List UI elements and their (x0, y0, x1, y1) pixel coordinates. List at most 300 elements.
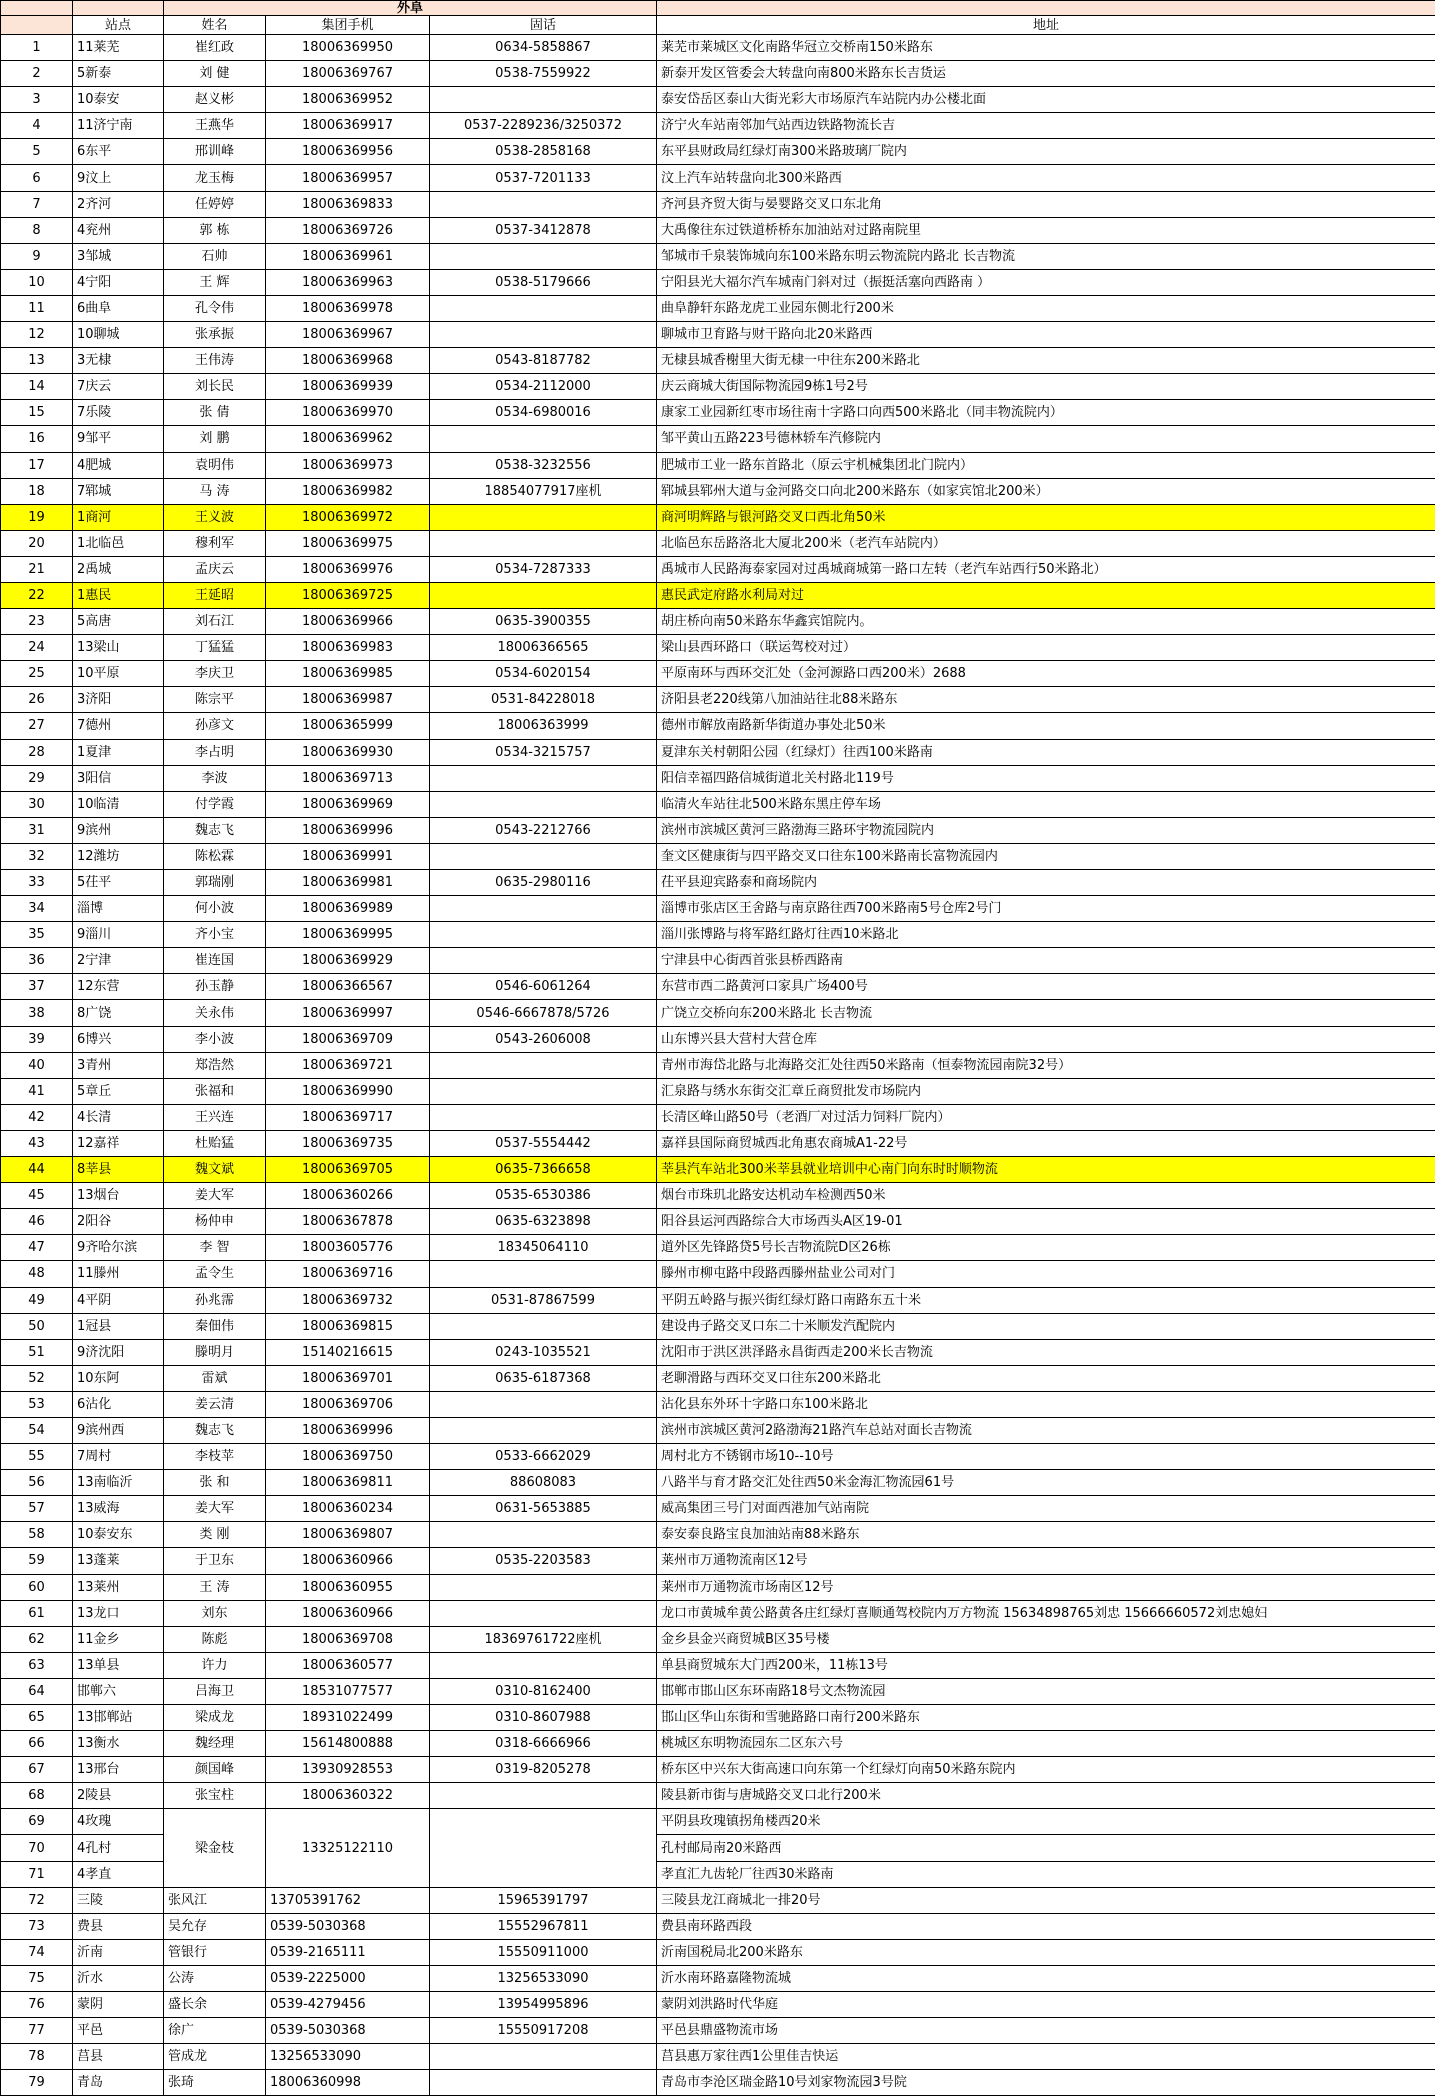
name-cell[interactable]: 张琦 (164, 2070, 266, 2096)
row-number[interactable]: 2 (1, 61, 73, 87)
station-cell[interactable]: 11济宁南 (73, 113, 164, 139)
station-cell[interactable]: 7郓城 (73, 478, 164, 504)
station-cell[interactable]: 13龙口 (73, 1600, 164, 1626)
address-cell[interactable]: 莒县惠万家往西1公里佳吉快运 (657, 2044, 1435, 2070)
station-cell[interactable]: 3无棣 (73, 348, 164, 374)
address-cell[interactable]: 道外区先锋路贷5号长吉物流院D区26栋 (657, 1235, 1435, 1261)
row-number[interactable]: 27 (1, 713, 73, 739)
name-cell[interactable]: 李庆卫 (164, 661, 266, 687)
name-cell[interactable]: 付学霞 (164, 791, 266, 817)
mobile-cell[interactable]: 18006369705 (266, 1157, 430, 1183)
row-number[interactable]: 28 (1, 739, 73, 765)
name-cell[interactable]: 陈彪 (164, 1626, 266, 1652)
phone-cell[interactable]: 0635-6187368 (430, 1365, 657, 1391)
name-cell[interactable]: 任婷婷 (164, 191, 266, 217)
station-cell[interactable]: 13单县 (73, 1652, 164, 1678)
station-cell[interactable]: 13衡水 (73, 1731, 164, 1757)
row-number[interactable]: 56 (1, 1470, 73, 1496)
address-cell[interactable]: 邹平黄山五路223号德林轿车汽修院内 (657, 426, 1435, 452)
station-cell[interactable]: 6博兴 (73, 1026, 164, 1052)
address-cell[interactable]: 滨州市滨城区黄河2路渤海21路汽车总站对面长吉物流 (657, 1417, 1435, 1443)
row-number[interactable]: 35 (1, 922, 73, 948)
row-number[interactable]: 79 (1, 2070, 73, 2096)
station-cell[interactable]: 沂南 (73, 1939, 164, 1965)
mobile-cell[interactable]: 18006369968 (266, 348, 430, 374)
address-cell[interactable]: 三陵县龙江商城北一排20号 (657, 1887, 1435, 1913)
phone-cell[interactable] (430, 1417, 657, 1443)
mobile-cell[interactable]: 18003605776 (266, 1235, 430, 1261)
phone-cell[interactable] (430, 1809, 657, 1887)
row-number[interactable]: 68 (1, 1783, 73, 1809)
address-cell[interactable]: 大禹像往东过铁道桥桥东加油站对过路南院里 (657, 217, 1435, 243)
mobile-cell[interactable]: 18006360577 (266, 1652, 430, 1678)
mobile-cell[interactable]: 18006369725 (266, 582, 430, 608)
name-cell[interactable]: 姜大军 (164, 1496, 266, 1522)
address-cell[interactable]: 邯山区华山东街和雪驰路路口南行200米路东 (657, 1705, 1435, 1731)
address-cell[interactable]: 肥城市工业一路东首路北（原云宇机械集团北门院内） (657, 452, 1435, 478)
mobile-cell[interactable]: 18006369991 (266, 843, 430, 869)
phone-cell[interactable]: 88608083 (430, 1470, 657, 1496)
station-cell[interactable]: 2齐河 (73, 191, 164, 217)
station-cell[interactable]: 4兖州 (73, 217, 164, 243)
station-cell[interactable]: 10泰安东 (73, 1522, 164, 1548)
address-cell[interactable]: 淄博市张店区王舍路与南京路往西700米路南5号仓库2号门 (657, 896, 1435, 922)
phone-cell[interactable]: 0534-7287333 (430, 556, 657, 582)
station-cell[interactable]: 13蓬莱 (73, 1548, 164, 1574)
phone-cell[interactable]: 0318-6666966 (430, 1731, 657, 1757)
name-cell[interactable]: 滕明月 (164, 1339, 266, 1365)
name-cell[interactable]: 陈松霖 (164, 843, 266, 869)
station-cell[interactable]: 4孔村 (73, 1835, 164, 1861)
mobile-cell[interactable]: 18006367878 (266, 1209, 430, 1235)
mobile-cell[interactable]: 18006369767 (266, 61, 430, 87)
name-cell[interactable]: 管银行 (164, 1939, 266, 1965)
address-cell[interactable]: 蒙阴刘洪路时代华庭 (657, 1992, 1435, 2018)
phone-cell[interactable] (430, 922, 657, 948)
mobile-cell[interactable]: 18006360266 (266, 1183, 430, 1209)
station-cell[interactable]: 10东阿 (73, 1365, 164, 1391)
station-cell[interactable]: 12东营 (73, 974, 164, 1000)
mobile-cell[interactable]: 18006369985 (266, 661, 430, 687)
name-cell[interactable]: 盛长余 (164, 1992, 266, 2018)
row-number[interactable]: 37 (1, 974, 73, 1000)
address-cell[interactable]: 泰安泰良路宝良加油站南88米路东 (657, 1522, 1435, 1548)
row-number[interactable]: 29 (1, 765, 73, 791)
mobile-cell[interactable]: 13256533090 (266, 2044, 430, 2070)
row-number[interactable]: 49 (1, 1287, 73, 1313)
row-number[interactable]: 43 (1, 1130, 73, 1156)
phone-cell[interactable] (430, 948, 657, 974)
phone-cell[interactable] (430, 896, 657, 922)
mobile-cell[interactable]: 18006369726 (266, 217, 430, 243)
mobile-cell[interactable]: 13930928553 (266, 1757, 430, 1783)
row-number[interactable]: 52 (1, 1365, 73, 1391)
phone-cell[interactable]: 0538-3232556 (430, 452, 657, 478)
name-cell[interactable]: 李枝苹 (164, 1444, 266, 1470)
address-cell[interactable]: 滕州市柳屯路中段路西滕州盐业公司对门 (657, 1261, 1435, 1287)
phone-cell[interactable]: 0537-7201133 (430, 165, 657, 191)
phone-cell[interactable]: 0631-5653885 (430, 1496, 657, 1522)
row-number[interactable]: 40 (1, 1052, 73, 1078)
station-cell[interactable]: 7乐陵 (73, 400, 164, 426)
address-cell[interactable]: 无棣县城香榭里大街无棣一中往东200米路北 (657, 348, 1435, 374)
address-cell[interactable]: 茌平县迎宾路泰和商场院内 (657, 870, 1435, 896)
station-cell[interactable]: 8莘县 (73, 1157, 164, 1183)
phone-cell[interactable]: 0310-8607988 (430, 1705, 657, 1731)
mobile-cell[interactable]: 18006369973 (266, 452, 430, 478)
name-cell[interactable]: 李小波 (164, 1026, 266, 1052)
mobile-cell[interactable]: 18006369930 (266, 739, 430, 765)
address-cell[interactable]: 平原南环与西环交汇处（金河源路口西200米）2688 (657, 661, 1435, 687)
station-cell[interactable]: 11滕州 (73, 1261, 164, 1287)
phone-cell[interactable] (430, 530, 657, 556)
mobile-cell[interactable]: 18006369975 (266, 530, 430, 556)
row-number[interactable]: 14 (1, 374, 73, 400)
address-cell[interactable]: 平邑县鼎盛物流市场 (657, 2018, 1435, 2044)
name-cell[interactable]: 丁猛猛 (164, 635, 266, 661)
mobile-cell[interactable]: 18006365999 (266, 713, 430, 739)
phone-cell[interactable] (430, 1261, 657, 1287)
phone-cell[interactable]: 13256533090 (430, 1965, 657, 1991)
name-cell[interactable]: 刘 健 (164, 61, 266, 87)
address-cell[interactable]: 邯郸市邯山区东环南路18号文杰物流园 (657, 1678, 1435, 1704)
row-number[interactable]: 21 (1, 556, 73, 582)
station-cell[interactable]: 4孝直 (73, 1861, 164, 1887)
mobile-cell[interactable]: 18006369708 (266, 1626, 430, 1652)
address-cell[interactable]: 烟台市珠玑北路安达机动车检测西50米 (657, 1183, 1435, 1209)
row-number[interactable]: 59 (1, 1548, 73, 1574)
station-cell[interactable]: 三陵 (73, 1887, 164, 1913)
name-cell[interactable]: 雷斌 (164, 1365, 266, 1391)
station-cell[interactable]: 9齐哈尔滨 (73, 1235, 164, 1261)
phone-cell[interactable]: 0635-2980116 (430, 870, 657, 896)
phone-cell[interactable]: 0535-2203583 (430, 1548, 657, 1574)
phone-cell[interactable]: 0537-3412878 (430, 217, 657, 243)
row-number[interactable]: 39 (1, 1026, 73, 1052)
station-cell[interactable]: 淄博 (73, 896, 164, 922)
row-number[interactable]: 25 (1, 661, 73, 687)
mobile-cell[interactable]: 18006369811 (266, 1470, 430, 1496)
station-cell[interactable]: 11金乡 (73, 1626, 164, 1652)
row-number[interactable]: 41 (1, 1078, 73, 1104)
station-cell[interactable]: 2宁津 (73, 948, 164, 974)
mobile-cell[interactable]: 18006369716 (266, 1261, 430, 1287)
station-cell[interactable]: 5章丘 (73, 1078, 164, 1104)
row-number[interactable]: 73 (1, 1913, 73, 1939)
name-cell[interactable]: 姜大军 (164, 1183, 266, 1209)
address-cell[interactable]: 龙口市黄城牟黄公路黄各庄红绿灯喜顺通驾校院内万方物流 15634898765刘忠 15666660572刘忠媳妇 (657, 1600, 1435, 1626)
address-cell[interactable]: 惠民武定府路水利局对过 (657, 582, 1435, 608)
mobile-cell[interactable]: 18006369989 (266, 896, 430, 922)
address-cell[interactable]: 陵县新市街与唐城路交叉口北行200米 (657, 1783, 1435, 1809)
phone-cell[interactable]: 0533-6662029 (430, 1444, 657, 1470)
row-number[interactable]: 58 (1, 1522, 73, 1548)
row-number[interactable]: 74 (1, 1939, 73, 1965)
row-number[interactable]: 51 (1, 1339, 73, 1365)
phone-cell[interactable] (430, 1078, 657, 1104)
phone-cell[interactable] (430, 1600, 657, 1626)
address-cell[interactable]: 宁阳县光大福尔汽车城南门斜对过（振挺活塞向西路南 ） (657, 269, 1435, 295)
station-cell[interactable]: 13邯郸站 (73, 1705, 164, 1731)
row-number[interactable]: 1 (1, 35, 73, 61)
name-cell[interactable]: 张宝柱 (164, 1783, 266, 1809)
mobile-cell[interactable]: 18006369982 (266, 478, 430, 504)
mobile-cell[interactable]: 18006369996 (266, 1417, 430, 1443)
mobile-cell[interactable]: 18006369701 (266, 1365, 430, 1391)
phone-cell[interactable]: 0534-2112000 (430, 374, 657, 400)
phone-cell[interactable]: 0310-8162400 (430, 1678, 657, 1704)
mobile-cell[interactable]: 18006369815 (266, 1313, 430, 1339)
phone-cell[interactable]: 0535-6530386 (430, 1183, 657, 1209)
station-cell[interactable]: 9汶上 (73, 165, 164, 191)
mobile-cell[interactable]: 18006369976 (266, 556, 430, 582)
name-cell[interactable]: 姜云清 (164, 1391, 266, 1417)
name-cell[interactable]: 魏经理 (164, 1731, 266, 1757)
station-cell[interactable]: 1夏津 (73, 739, 164, 765)
name-cell[interactable]: 张风江 (164, 1887, 266, 1913)
phone-cell[interactable]: 18369761722座机 (430, 1626, 657, 1652)
name-cell[interactable]: 崔红政 (164, 35, 266, 61)
row-number[interactable]: 64 (1, 1678, 73, 1704)
row-number[interactable]: 34 (1, 896, 73, 922)
row-number[interactable]: 3 (1, 87, 73, 113)
row-number[interactable]: 26 (1, 687, 73, 713)
address-cell[interactable]: 郓城县郓州大道与金河路交口向北200米路东（如家宾馆北200米） (657, 478, 1435, 504)
name-cell[interactable]: 颜国峰 (164, 1757, 266, 1783)
station-cell[interactable]: 10临清 (73, 791, 164, 817)
address-cell[interactable]: 邹城市千泉装饰城向东100米路东明云物流院内路北 长吉物流 (657, 243, 1435, 269)
phone-cell[interactable]: 0543-2606008 (430, 1026, 657, 1052)
row-number[interactable]: 48 (1, 1261, 73, 1287)
row-number[interactable]: 4 (1, 113, 73, 139)
name-cell[interactable]: 穆利军 (164, 530, 266, 556)
address-cell[interactable]: 莱芜市莱城区文化南路华冠立交桥南150米路东 (657, 35, 1435, 61)
station-cell[interactable]: 1冠县 (73, 1313, 164, 1339)
row-number[interactable]: 13 (1, 348, 73, 374)
name-cell[interactable]: 郭瑞刚 (164, 870, 266, 896)
name-cell[interactable]: 秦佃伟 (164, 1313, 266, 1339)
address-cell[interactable]: 汶上汽车站转盘向北300米路西 (657, 165, 1435, 191)
mobile-cell[interactable]: 18006369956 (266, 139, 430, 165)
station-cell[interactable]: 2禹城 (73, 556, 164, 582)
station-cell[interactable]: 13威海 (73, 1496, 164, 1522)
address-cell[interactable]: 济宁火车站南邻加气站西边铁路物流长吉 (657, 113, 1435, 139)
row-number[interactable]: 50 (1, 1313, 73, 1339)
station-cell[interactable]: 10聊城 (73, 322, 164, 348)
address-cell[interactable]: 金乡县金兴商贸城B区35号楼 (657, 1626, 1435, 1652)
row-number[interactable]: 10 (1, 269, 73, 295)
name-cell[interactable]: 郭 栋 (164, 217, 266, 243)
mobile-cell[interactable]: 0539-5030368 (266, 1913, 430, 1939)
phone-cell[interactable]: 0531-84228018 (430, 687, 657, 713)
phone-cell[interactable]: 15965391797 (430, 1887, 657, 1913)
address-cell[interactable]: 东营市西二路黄河口家具广场400号 (657, 974, 1435, 1000)
address-cell[interactable]: 青州市海岱北路与北海路交汇处往西50米路南（恒泰物流园南院32号） (657, 1052, 1435, 1078)
row-number[interactable]: 60 (1, 1574, 73, 1600)
phone-cell[interactable] (430, 1313, 657, 1339)
mobile-cell[interactable]: 18006360955 (266, 1574, 430, 1600)
phone-cell[interactable]: 0538-7559922 (430, 61, 657, 87)
name-cell[interactable]: 郑浩然 (164, 1052, 266, 1078)
phone-cell[interactable] (430, 295, 657, 321)
station-cell[interactable]: 莒县 (73, 2044, 164, 2070)
row-number[interactable]: 8 (1, 217, 73, 243)
address-cell[interactable]: 聊城市卫育路与财干路向北20米路西 (657, 322, 1435, 348)
station-cell[interactable]: 1北临邑 (73, 530, 164, 556)
mobile-cell[interactable]: 18006369978 (266, 295, 430, 321)
address-cell[interactable]: 孔村邮局南20米路西 (657, 1835, 1435, 1861)
address-cell[interactable]: 胡庄桥向南50米路东华鑫宾馆院内。 (657, 609, 1435, 635)
name-cell[interactable]: 刘 鹏 (164, 426, 266, 452)
name-cell[interactable]: 魏志飞 (164, 1417, 266, 1443)
phone-cell[interactable]: 0534-3215757 (430, 739, 657, 765)
name-cell[interactable]: 张福和 (164, 1078, 266, 1104)
name-cell[interactable]: 类 刚 (164, 1522, 266, 1548)
mobile-cell[interactable]: 18006369807 (266, 1522, 430, 1548)
mobile-cell[interactable]: 18006369997 (266, 1000, 430, 1026)
phone-cell[interactable] (430, 504, 657, 530)
address-cell[interactable]: 老聊滑路与西环交叉口往东200米路北 (657, 1365, 1435, 1391)
row-number[interactable]: 66 (1, 1731, 73, 1757)
row-number[interactable]: 72 (1, 1887, 73, 1913)
name-cell[interactable]: 杜贻猛 (164, 1130, 266, 1156)
mobile-cell[interactable]: 18006369929 (266, 948, 430, 974)
phone-cell[interactable]: 15552967811 (430, 1913, 657, 1939)
row-number[interactable]: 42 (1, 1104, 73, 1130)
mobile-cell[interactable]: 18006360234 (266, 1496, 430, 1522)
phone-cell[interactable] (430, 322, 657, 348)
phone-cell[interactable] (430, 1052, 657, 1078)
phone-cell[interactable] (430, 1104, 657, 1130)
mobile-cell[interactable]: 18006369963 (266, 269, 430, 295)
address-cell[interactable]: 夏津东关村朝阳公园（红绿灯）往西100米路南 (657, 739, 1435, 765)
mobile-cell[interactable]: 13705391762 (266, 1887, 430, 1913)
mobile-cell[interactable]: 18006369706 (266, 1391, 430, 1417)
row-number[interactable]: 31 (1, 817, 73, 843)
mobile-cell[interactable]: 18531077577 (266, 1678, 430, 1704)
address-cell[interactable]: 沂南国税局北200米路东 (657, 1939, 1435, 1965)
row-number[interactable]: 67 (1, 1757, 73, 1783)
row-number[interactable]: 19 (1, 504, 73, 530)
row-number[interactable]: 12 (1, 322, 73, 348)
station-cell[interactable]: 13邢台 (73, 1757, 164, 1783)
station-cell[interactable]: 5高唐 (73, 609, 164, 635)
name-cell[interactable]: 孟庆云 (164, 556, 266, 582)
address-cell[interactable]: 宁津县中心街西首张县桥西路南 (657, 948, 1435, 974)
mobile-cell[interactable]: 18006369967 (266, 322, 430, 348)
row-number[interactable]: 76 (1, 1992, 73, 2018)
address-cell[interactable]: 阳谷县运河西路综合大市场西头A区19-01 (657, 1209, 1435, 1235)
name-cell[interactable]: 刘东 (164, 1600, 266, 1626)
address-cell[interactable]: 广饶立交桥向东200米路北 长吉物流 (657, 1000, 1435, 1026)
phone-cell[interactable] (430, 87, 657, 113)
address-cell[interactable]: 沈阳市于洪区洪泽路永昌街西走200米长吉物流 (657, 1339, 1435, 1365)
mobile-cell[interactable]: 18931022499 (266, 1705, 430, 1731)
mobile-cell[interactable]: 18006369833 (266, 191, 430, 217)
station-cell[interactable]: 2阳谷 (73, 1209, 164, 1235)
mobile-cell[interactable]: 18006369981 (266, 870, 430, 896)
phone-cell[interactable] (430, 1522, 657, 1548)
name-cell[interactable]: 孔令伟 (164, 295, 266, 321)
mobile-cell[interactable]: 18006369970 (266, 400, 430, 426)
name-cell[interactable]: 管成龙 (164, 2044, 266, 2070)
station-cell[interactable]: 1商河 (73, 504, 164, 530)
name-cell[interactable]: 李占明 (164, 739, 266, 765)
row-number[interactable]: 63 (1, 1652, 73, 1678)
station-cell[interactable]: 平邑 (73, 2018, 164, 2044)
mobile-cell[interactable]: 18006369735 (266, 1130, 430, 1156)
address-cell[interactable]: 康家工业园新红枣市场往南十字路口向西500米路北（同丰物流院内） (657, 400, 1435, 426)
station-cell[interactable]: 13梁山 (73, 635, 164, 661)
station-cell[interactable]: 3阳信 (73, 765, 164, 791)
mobile-cell[interactable]: 0539-4279456 (266, 1992, 430, 2018)
address-cell[interactable]: 青岛市李沧区瑞金路10号刘家物流园3号院 (657, 2070, 1435, 2096)
phone-cell[interactable]: 0531-87867599 (430, 1287, 657, 1313)
station-cell[interactable]: 3济阳 (73, 687, 164, 713)
address-cell[interactable]: 德州市解放南路新华街道办事处北50米 (657, 713, 1435, 739)
mobile-cell[interactable]: 18006369995 (266, 922, 430, 948)
station-cell[interactable]: 蒙阴 (73, 1992, 164, 2018)
mobile-cell[interactable]: 18006369962 (266, 426, 430, 452)
mobile-cell[interactable]: 18006369721 (266, 1052, 430, 1078)
address-cell[interactable]: 梁山县西环路口（联运驾校对过） (657, 635, 1435, 661)
row-number[interactable]: 7 (1, 191, 73, 217)
row-number[interactable]: 15 (1, 400, 73, 426)
name-cell[interactable]: 龙玉梅 (164, 165, 266, 191)
name-cell[interactable]: 徐广 (164, 2018, 266, 2044)
station-cell[interactable]: 6曲阜 (73, 295, 164, 321)
phone-cell[interactable]: 18854077917座机 (430, 478, 657, 504)
address-cell[interactable]: 八路半与育才路交汇处往西50米金海汇物流园61号 (657, 1470, 1435, 1496)
address-cell[interactable]: 单县商贸城东大门西200米，11栋13号 (657, 1652, 1435, 1678)
station-cell[interactable]: 10泰安 (73, 87, 164, 113)
station-cell[interactable]: 邯郸六 (73, 1678, 164, 1704)
address-cell[interactable]: 滨州市滨城区黄河三路渤海三路环宇物流园院内 (657, 817, 1435, 843)
row-number[interactable]: 36 (1, 948, 73, 974)
station-cell[interactable]: 3邹城 (73, 243, 164, 269)
phone-cell[interactable]: 0635-3900355 (430, 609, 657, 635)
mobile-cell[interactable]: 18006369950 (266, 35, 430, 61)
mobile-cell[interactable]: 0539-5030368 (266, 2018, 430, 2044)
name-cell[interactable]: 许力 (164, 1652, 266, 1678)
phone-cell[interactable]: 13954995896 (430, 1992, 657, 2018)
mobile-cell[interactable]: 18006369957 (266, 165, 430, 191)
address-cell[interactable]: 费县南环路西段 (657, 1913, 1435, 1939)
address-cell[interactable]: 临清火车站往北500米路东黑庄停车场 (657, 791, 1435, 817)
name-cell[interactable]: 王 辉 (164, 269, 266, 295)
name-cell[interactable]: 王义波 (164, 504, 266, 530)
address-cell[interactable]: 长清区峰山路50号（老酒厂对过活力饲料厂院内） (657, 1104, 1435, 1130)
name-cell[interactable]: 吕海卫 (164, 1678, 266, 1704)
name-cell[interactable]: 孙彦文 (164, 713, 266, 739)
address-cell[interactable]: 齐河县齐贸大街与晏婴路交叉口东北角 (657, 191, 1435, 217)
mobile-cell[interactable]: 15614800888 (266, 1731, 430, 1757)
name-cell[interactable]: 张承振 (164, 322, 266, 348)
mobile-cell[interactable]: 18006360966 (266, 1548, 430, 1574)
mobile-cell[interactable]: 18006369952 (266, 87, 430, 113)
mobile-cell[interactable]: 18006369969 (266, 791, 430, 817)
row-number[interactable]: 24 (1, 635, 73, 661)
phone-cell[interactable] (430, 1574, 657, 1600)
name-cell[interactable]: 李 智 (164, 1235, 266, 1261)
address-cell[interactable]: 禹城市人民路海泰家园对过禹城商城第一路口左转（老汽车站西行50米路北） (657, 556, 1435, 582)
station-cell[interactable]: 青岛 (73, 2070, 164, 2096)
row-number[interactable]: 32 (1, 843, 73, 869)
phone-cell[interactable] (430, 191, 657, 217)
mobile-cell[interactable]: 18006369917 (266, 113, 430, 139)
mobile-cell[interactable]: 18006360966 (266, 1600, 430, 1626)
station-cell[interactable]: 9滨州西 (73, 1417, 164, 1443)
